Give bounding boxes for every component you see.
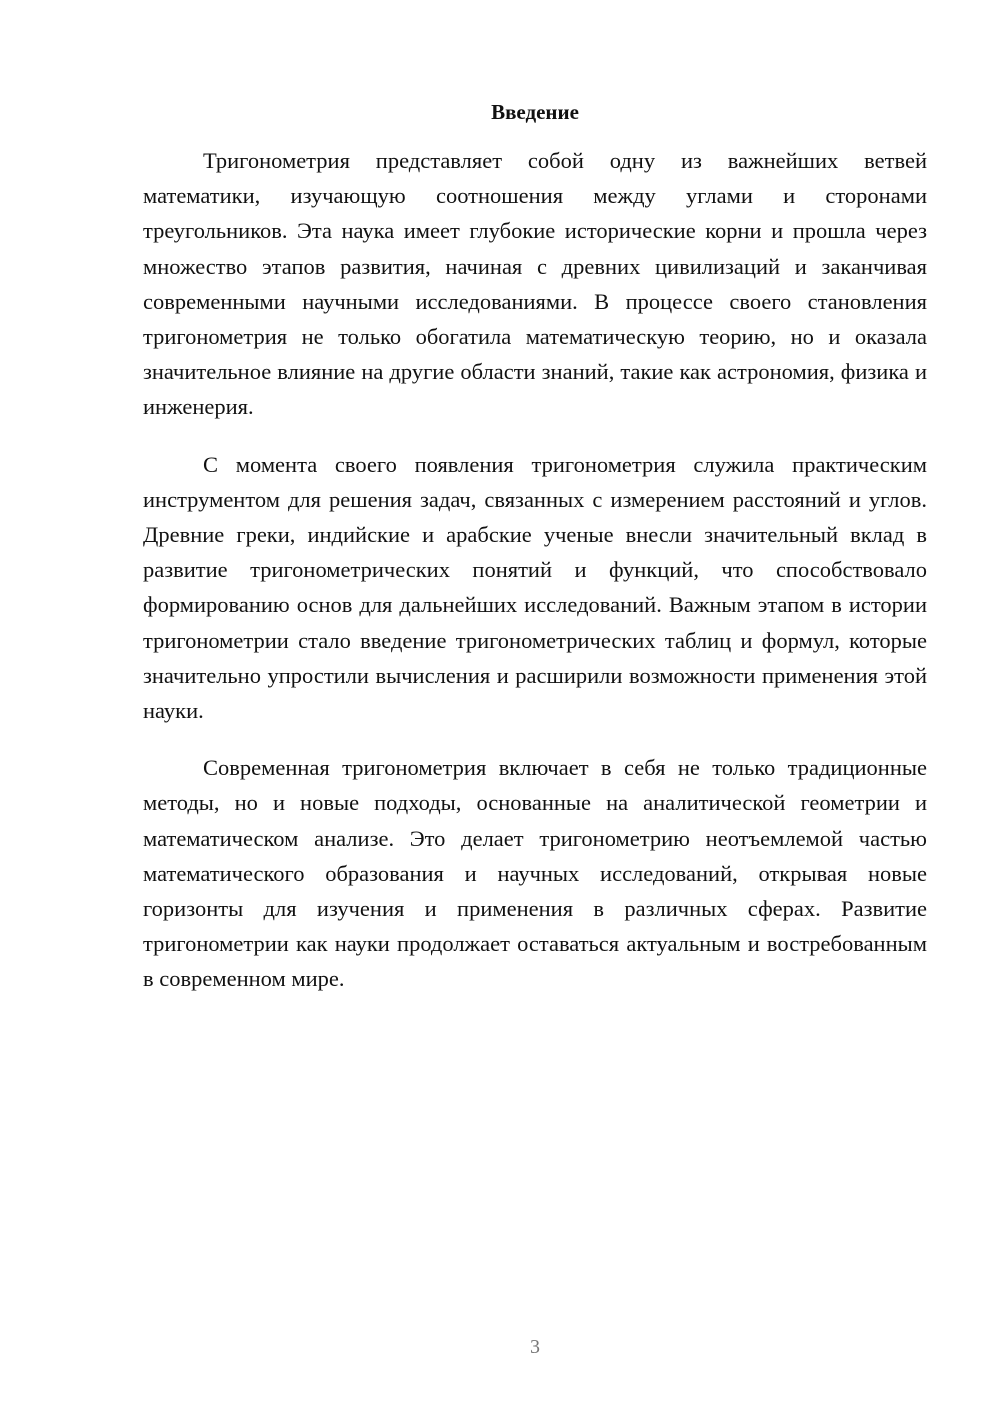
section-title: Введение <box>491 100 579 124</box>
page-number: 3 <box>530 1336 540 1358</box>
paragraph-2: С момента своего появления тригонометрия служила практическим инструментом для решения задач, связанных с измерением расстояний и углов. Древние греки, индийские и арабские ученые внесли значительный вклад в развитие тригонометрических понятий и функций, что способствовало формированию основ для дальнейших исследований. Важным этапом в истории тригонометрии стало введение тригонометрических таблиц и формул, которые значительно упростили вычисления и расширили возможности применения этой науки. <box>143 451 927 724</box>
paragraph-1: Тригонометрия представляет собой одну из важнейших ветвей математики, изучающую соотношения между углами и сторонами треугольников. Эта наука имеет глубокие исторические корни и прошла через множество этапов развития, начиная с древних цивилизаций и заканчивая современными научными исследованиями. В процессе своего становления тригонометрия не только обогатила математическую теорию, но и оказала значительное влияние на другие области знаний, такие как астрономия, физика и инженерия. <box>143 148 927 420</box>
body-text <box>143 143 927 1019</box>
paragraph-3: Современная тригонометрия включает в себя не только традиционные методы, но и новые подходы, основанные на аналитической геометрии и математическом анализе. Это делает тригонометрию неотъемлемой частью математического образования и научных исследований, открывая новые горизонты для изучения и применения в различных сферах. Развитие тригонометрии как науки продолжает оставаться актуальным и востребованным в современном мире. <box>143 755 927 992</box>
